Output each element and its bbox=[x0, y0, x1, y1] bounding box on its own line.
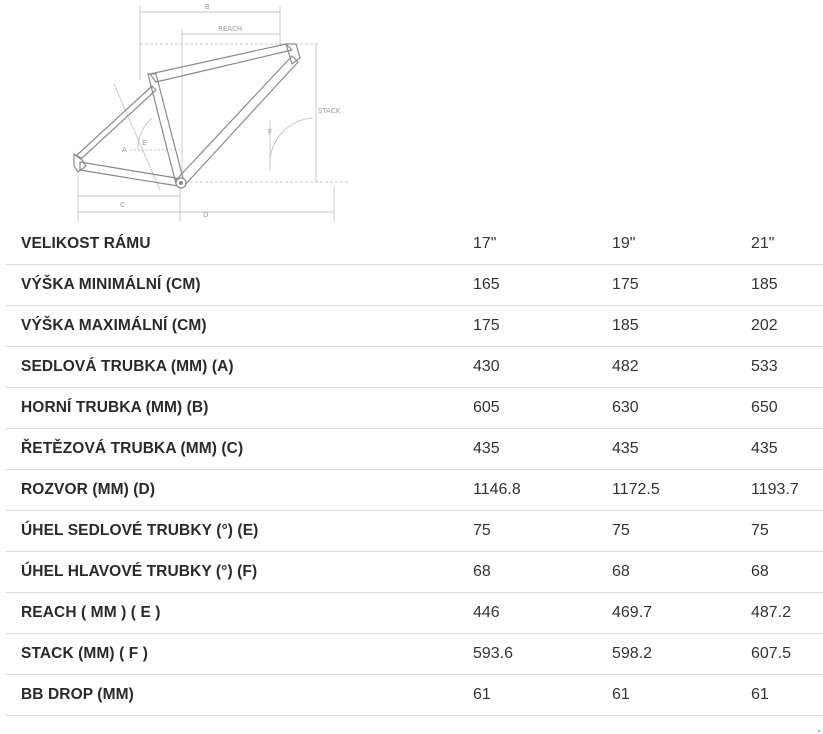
row-label: HORNÍ TRUBKA (MM) (B) bbox=[5, 388, 473, 429]
dim-label-f: F bbox=[268, 128, 273, 136]
cell-value: 487.2 bbox=[751, 593, 823, 634]
row-label: SEDLOVÁ TRUBKA (MM) (A) bbox=[5, 347, 473, 388]
cell-value: 19" bbox=[612, 224, 751, 265]
table-row bbox=[5, 347, 823, 388]
table-row bbox=[5, 224, 823, 265]
cell-value: 175 bbox=[473, 306, 612, 347]
cell-value: 607.5 bbox=[751, 634, 823, 675]
cell-value: 61 bbox=[473, 675, 612, 716]
dim-label-c: C bbox=[120, 201, 125, 209]
cell-value: 202 bbox=[751, 306, 823, 347]
row-label: STACK (MM) ( F ) bbox=[5, 634, 473, 675]
cell-value: 165 bbox=[473, 265, 612, 306]
row-label: VELIKOST RÁMU bbox=[5, 224, 473, 265]
cell-value: 593.6 bbox=[473, 634, 612, 675]
table-row bbox=[5, 306, 823, 347]
cell-value: 185 bbox=[751, 265, 823, 306]
cell-value: 75 bbox=[473, 511, 612, 552]
cell-value: 435 bbox=[751, 429, 823, 470]
cell-value: 469.7 bbox=[612, 593, 751, 634]
cell-value: 21" bbox=[751, 224, 823, 265]
cell-value: 68 bbox=[751, 552, 823, 593]
cell-value: 17" bbox=[473, 224, 612, 265]
cell-value: 533 bbox=[751, 347, 823, 388]
cell-value: 68 bbox=[473, 552, 612, 593]
dim-label-d: D bbox=[203, 211, 209, 219]
dim-label-stack: STACK bbox=[318, 107, 341, 115]
table-row bbox=[5, 265, 823, 306]
table-row bbox=[5, 593, 823, 634]
cell-value: 435 bbox=[612, 429, 751, 470]
cell-value: 75 bbox=[751, 511, 823, 552]
frame-geometry-svg bbox=[60, 0, 360, 228]
cell-value: 482 bbox=[612, 347, 751, 388]
cell-value: 630 bbox=[612, 388, 751, 429]
row-label: BB DROP (MM) bbox=[5, 675, 473, 716]
cell-value: 1146.8 bbox=[473, 470, 612, 511]
cell-value: 598.2 bbox=[612, 634, 751, 675]
cell-value: 430 bbox=[473, 347, 612, 388]
row-label: VÝŠKA MINIMÁLNÍ (CM) bbox=[5, 265, 473, 306]
cell-value: 650 bbox=[751, 388, 823, 429]
table-row bbox=[5, 470, 823, 511]
table-row bbox=[5, 552, 823, 593]
dim-label-b: B bbox=[205, 3, 210, 11]
row-label: ROZVOR (MM) (D) bbox=[5, 470, 473, 511]
table-row bbox=[5, 511, 823, 552]
row-label: ŘETĚZOVÁ TRUBKA (MM) (C) bbox=[5, 429, 473, 470]
cell-value: 61 bbox=[612, 675, 751, 716]
cell-value: 1193.7 bbox=[751, 470, 823, 511]
cell-value: 68 bbox=[612, 552, 751, 593]
cell-value: 175 bbox=[612, 265, 751, 306]
cell-value: 1172.5 bbox=[612, 470, 751, 511]
cell-value: 605 bbox=[473, 388, 612, 429]
cell-value: 446 bbox=[473, 593, 612, 634]
table-row bbox=[5, 634, 823, 675]
row-label: REACH ( MM ) ( E ) bbox=[5, 593, 473, 634]
cell-value: 435 bbox=[473, 429, 612, 470]
cell-value: 75 bbox=[612, 511, 751, 552]
dim-label-e: E bbox=[142, 139, 147, 147]
table-row bbox=[5, 388, 823, 429]
frame-geometry-diagram bbox=[60, 0, 360, 228]
table-row bbox=[5, 675, 823, 716]
row-label: ÚHEL SEDLOVÉ TRUBKY (°) (E) bbox=[5, 511, 473, 552]
dim-label-reach: REACH bbox=[218, 25, 243, 33]
cell-value: 61 bbox=[751, 675, 823, 716]
row-label: VÝŠKA MAXIMÁLNÍ (CM) bbox=[5, 306, 473, 347]
corner-dot bbox=[818, 730, 820, 732]
dim-label-a: A bbox=[122, 146, 127, 154]
cell-value: 185 bbox=[612, 306, 751, 347]
table-row bbox=[5, 429, 823, 470]
row-label: ÚHEL HLAVOVÉ TRUBKY (°) (F) bbox=[5, 552, 473, 593]
geometry-table bbox=[5, 224, 823, 716]
